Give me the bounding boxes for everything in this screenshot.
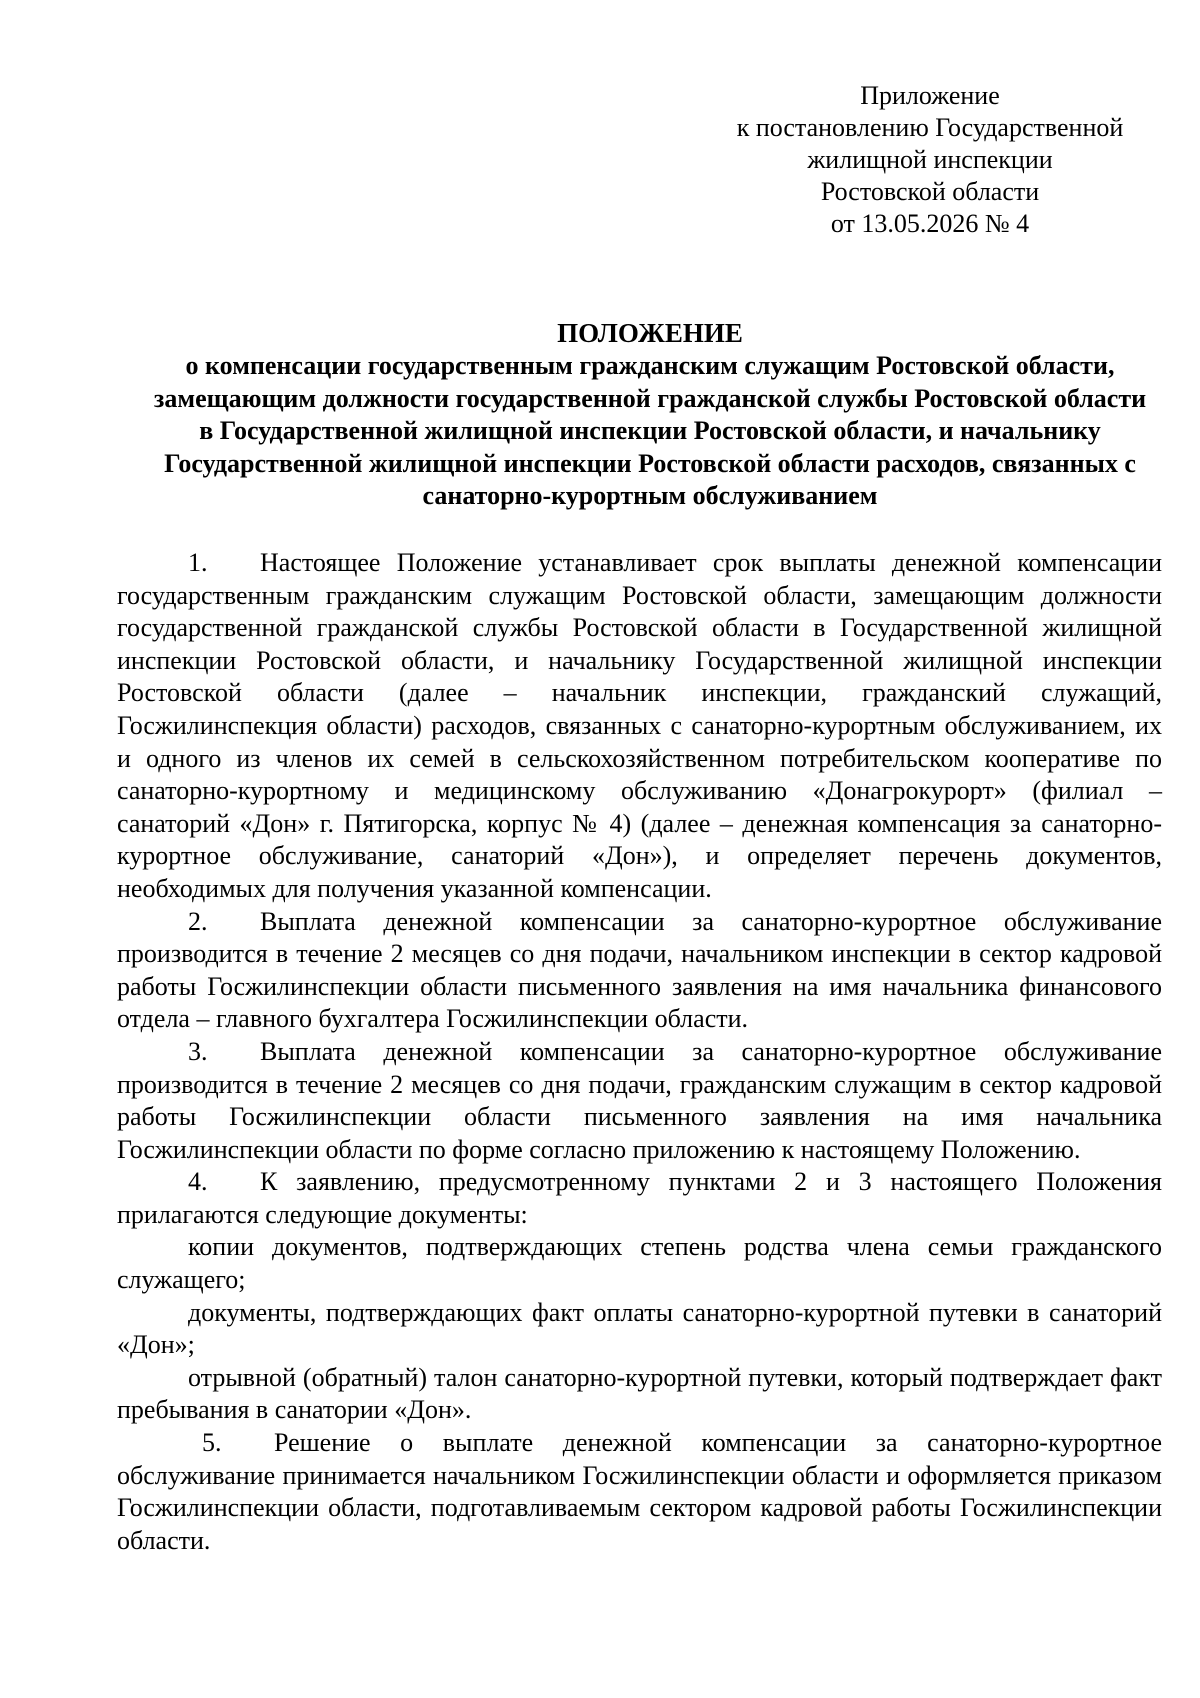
item-text: Настоящее Положение устанавливает срок выплаты денежной компенсации государственным гражданским служащим Ростовской области, замещающим должности государственной гражданской службы Ростовской области в Государственной жилищной инспекции Ростовской области, и начальнику Государственной жилищной инспекции Ростовской области (далее – начальник инспекции, гражданский служащий, Госжилинспекция области) расходов, связанных с санаторно-курортным обслуживанием, их и одного из членов их семей в сельскохозяйственном потребительском кооперативе по санаторно-курортному и медицинскому обслуживанию «Донагрокурорт» (филиал – санаторий «Дон» г. Пятигорска, корпус № 4) (далее – денежная компенсация за санаторно-курортное обслуживание, санаторий «Дон»), и определяет перечень документов, необходимых для получения указанной компенсации.: [117, 548, 1162, 903]
paragraph-item-1: [117, 547, 1162, 906]
appendix-line: Приложение: [860, 81, 1000, 110]
item-text: Решение о выплате денежной компенсации за санаторно-курортное обслуживание принимается начальником Госжилинспекции области и оформляется приказом Госжилинспекции области, подготавливаемым сектором кадровой работы Госжилинспекции области.: [117, 1428, 1162, 1555]
item-text: К заявлению, предусмотренному пунктами 2 и 3 настоящего Положения прилагаются следующие документы:: [117, 1167, 1162, 1229]
document-list-item: документы, подтверждающих факт оплаты санаторно-курортной путевки в санаторий «Дон»;: [117, 1297, 1162, 1360]
appendix-line: Ростовской области: [820, 177, 1040, 206]
item-number: 2.: [188, 906, 208, 936]
item-text: Выплата денежной компенсации за санаторно-курортное обслуживание производится в течение 2 месяцев со дня подачи, гражданским служащим в сектор кадровой работы Госжилинспекции области письменного заявления на имя начальника Госжилинспекции области по форме согласно приложению к настоящему Положению.: [117, 1036, 1162, 1164]
paragraph-item-3: [117, 1036, 1162, 1166]
item-number: 1.: [188, 548, 208, 577]
document-list-item: отрывной (обратный) талон санаторно-курортной путевки, который подтверждает факт пребывания в санатории «Дон».: [117, 1362, 1162, 1425]
item-number: 3.: [188, 1036, 208, 1066]
appendix-line: от 13.05.2026 № 4: [830, 209, 1030, 238]
appendix-block: [700, 80, 1160, 240]
document-title: [150, 316, 1150, 513]
item-text: Выплата денежной компенсации за санаторно-курортное обслуживание производится в течение 2 месяцев со дня подачи, начальником инспекции в сектор кадровой работы Госжилинспекции области письменного заявления на имя начальника финансового отдела – главного бухгалтера Госжилинспекции области.: [117, 906, 1162, 1034]
item-number: 5.: [202, 1428, 222, 1458]
title-subtitle: о компенсации государственным гражданским служащим Ростовской области, замещающим должности государственной гражданской службы Ростовской области в Государственной жилищной инспекции Ростовской области, и начальнику Государственной жилищной инспекции Ростовской области расходов, связанных с санаторно-курортным обслуживанием: [153, 351, 1147, 510]
paragraph-item-2: [117, 906, 1162, 1036]
document-body: [117, 547, 1162, 1557]
paragraph-item-5: [117, 1427, 1162, 1557]
item-number: 4.: [188, 1167, 208, 1197]
appendix-line: жилищной инспекции: [807, 145, 1053, 174]
document-list-item: копии документов, подтверждающих степень родства члена семьи гражданского служащего;: [117, 1232, 1162, 1295]
title-heading: ПОЛОЖЕНИЕ: [557, 318, 743, 348]
appendix-line: к постановлению Государственной: [736, 113, 1124, 142]
paragraph-item-4: [117, 1166, 1162, 1231]
